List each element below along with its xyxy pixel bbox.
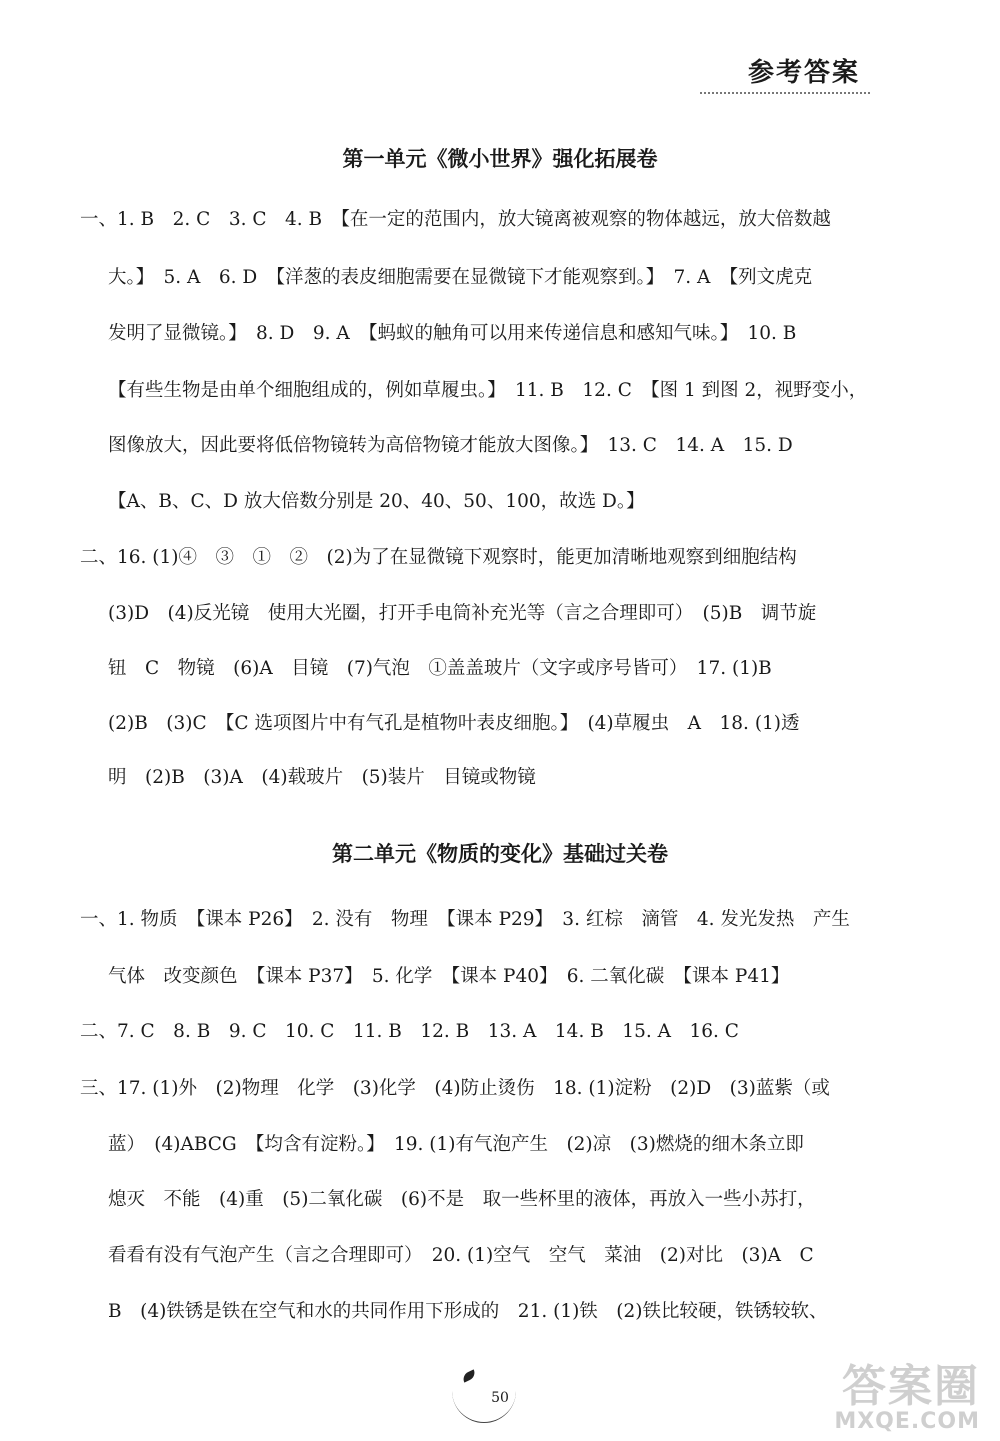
answer-line: 二、7. C 8. B 9. C 10. C 11. B 12. B 13. A 14. B 15. A 16. C bbox=[80, 1021, 739, 1042]
answer-line: B (4)铁锈是铁在空气和水的共同作用下形成的 21. (1)铁 (2)铁比较硬，铁锈较软、 bbox=[108, 1301, 828, 1322]
answer-line: 一、1. 物质 【课本 P26】 2. 没有 物理 【课本 P29】 3. 红棕 滴管 4. 发光发热 产生 bbox=[80, 909, 850, 930]
section-title-unit-1: 第一单元《微小世界》强化拓展卷 bbox=[342, 147, 658, 171]
section-title-unit-2: 第二单元《物质的变化》基础过关卷 bbox=[332, 842, 668, 866]
answer-line: 大。】 5. A 6. D 【洋葱的表皮细胞需要在显微镜下才能观察到。】 7. A 【列文虎克 bbox=[108, 267, 813, 288]
answer-line: 蓝） (4)ABCG 【均含有淀粉。】 19. (1)有气泡产生 (2)凉 (3)燃烧的细木条立即 bbox=[108, 1134, 804, 1155]
answer-line: 一、1. B 2. C 3. C 4. B 【在一定的范围内，放大镜离被观察的物体越远，放大倍数越 bbox=[80, 209, 831, 230]
answer-line: (3)D (4)反光镜 使用大光圈，打开手电筒补充光等（言之合理即可） (5)B 调节旋 bbox=[108, 603, 817, 624]
answer-line: 【A、B、C、D 放大倍数分别是 20、40、50、100，故选 D。】 bbox=[108, 491, 645, 512]
answer-line: 【有些生物是由单个细胞组成的，例如草履虫。】 11. B 12. C 【图 1 到图 2，视野变小， bbox=[108, 380, 868, 401]
answer-line: 看看有没有气泡产生（言之合理即可） 20. (1)空气 空气 菜油 (2)对比 (3)A C bbox=[108, 1245, 814, 1266]
answer-line: 二、16. (1)④ ③ ① ② (2)为了在显微镜下观察时，能更加清晰地观察到细胞结构 bbox=[80, 547, 797, 568]
answer-line: 熄灭 不能 (4)重 (5)二氧化碳 (6)不是 取一些杯里的液体，再放入一些小苏打， bbox=[108, 1189, 816, 1210]
header-label: 参考答案 bbox=[747, 58, 860, 88]
page-number: 50 bbox=[491, 1390, 509, 1406]
header-divider bbox=[700, 92, 870, 94]
answer-line: 三、17. (1)外 (2)物理 化学 (3)化学 (4)防止烫伤 18. (1)淀粉 (2)D (3)蓝紫（或 bbox=[80, 1078, 830, 1099]
answer-line: 明 (2)B (3)A (4)载玻片 (5)装片 目镜或物镜 bbox=[108, 767, 536, 788]
answer-line: 气体 改变颜色 【课本 P37】 5. 化学 【课本 P40】 6. 二氧化碳 【课本 P41】 bbox=[108, 966, 790, 987]
answer-line: 图像放大，因此要将低倍物镜转为高倍物镜才能放大图像。】 13. C 14. A 15. D bbox=[108, 435, 793, 456]
watermark-logo-text: 答案圈 bbox=[842, 1361, 980, 1412]
watermark-url: MXQE.COM bbox=[834, 1409, 980, 1434]
watermark bbox=[834, 1361, 980, 1434]
answer-line: 发明了显微镜。】 8. D 9. A 【蚂蚁的触角可以用来传递信息和感知气味。】 10. B bbox=[108, 323, 797, 344]
answer-line: (2)B (3)C 【C 选项图片中有气孔是植物叶表皮细胞。】 (4)草履虫 A 18. (1)透 bbox=[108, 713, 800, 734]
answer-line: 钮 C 物镜 (6)A 目镜 (7)气泡 ①盖盖玻片（文字或序号皆可） 17. (1)B bbox=[108, 658, 772, 679]
